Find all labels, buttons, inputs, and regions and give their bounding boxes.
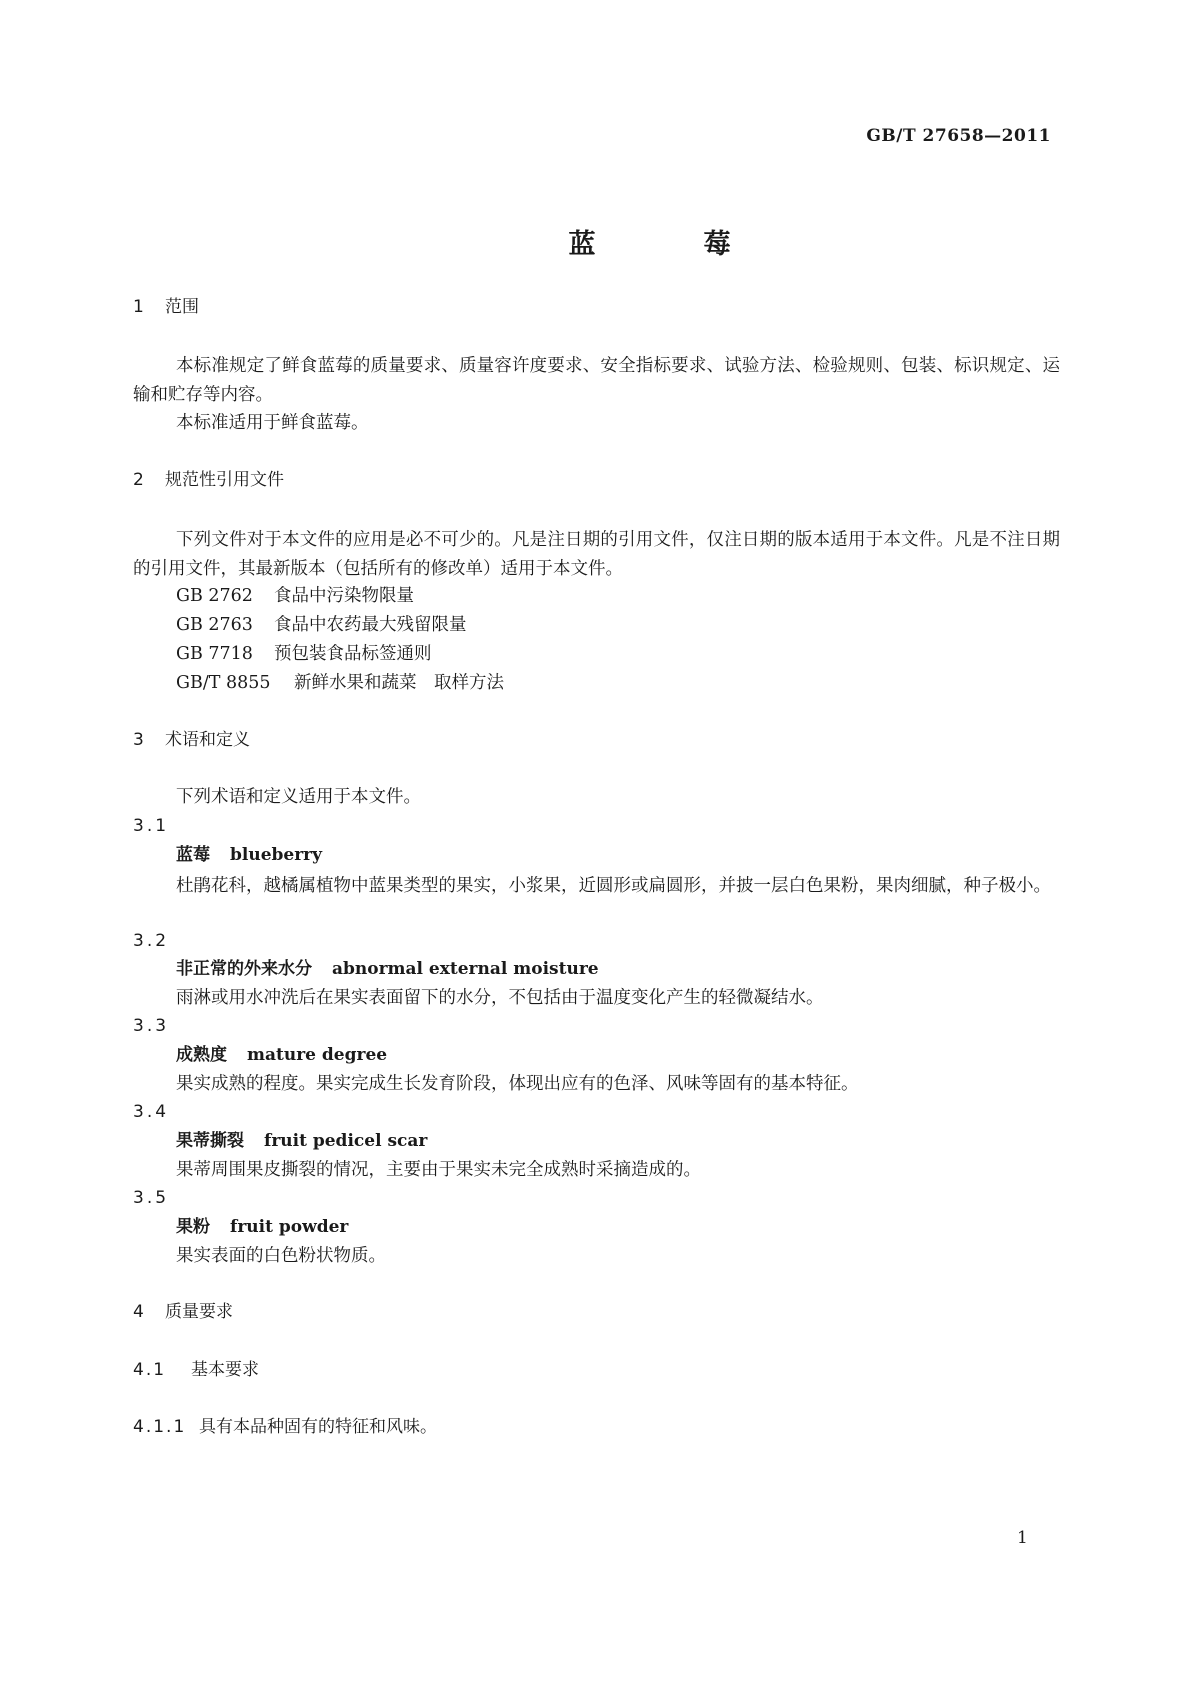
section-title: 质量要求 — [165, 1302, 233, 1322]
term-zh: 非正常的外来水分 — [176, 959, 312, 979]
reference-item — [176, 672, 1060, 694]
standard-code: GB/T 27658—2011 — [866, 126, 1051, 146]
reference-item — [176, 585, 1060, 607]
paragraph: 本标准适用于鲜食蓝莓。 — [176, 413, 369, 433]
term-number: 3.1 — [133, 816, 170, 836]
term-heading — [176, 844, 322, 866]
term-heading — [176, 1216, 348, 1238]
term-definition: 雨淋或用水冲洗后在果实表面留下的水分，不包括由于温度变化产生的轻微凝结水。 — [176, 988, 824, 1008]
term-zh: 果粉 — [176, 1217, 210, 1237]
term-zh: 蓝莓 — [176, 845, 210, 865]
section-heading-4 — [133, 1301, 233, 1323]
term-number: 3.5 — [133, 1188, 170, 1208]
page-number: 1 — [1017, 1528, 1028, 1548]
section-number: 4 — [133, 1302, 144, 1322]
term-number: 3.3 — [133, 1016, 170, 1036]
term-zh: 成熟度 — [176, 1045, 227, 1065]
subsection-heading — [133, 1359, 259, 1381]
section-number: 2 — [133, 470, 144, 490]
term-number: 3.2 — [133, 931, 170, 951]
section-heading-3 — [133, 729, 250, 751]
paragraph: 下列文件对于本文件的应用是必不可少的。凡是注日期的引用文件，仅注日期的版本适用于本文件。凡是不注日期的引用文件，其最新版本（包括所有的修改单）适用于本文件。 — [133, 530, 1060, 579]
term-heading — [176, 1130, 427, 1152]
subsection-number: 4.1 — [133, 1360, 167, 1380]
term-heading — [176, 958, 599, 980]
term-definition: 杜鹃花科，越橘属植物中蓝果类型的果实，小浆果，近圆形或扁圆形，并披一层白色果粉，果肉细腻，种子极小。 — [176, 876, 1051, 896]
reference-title: 新鲜水果和蔬菜 取样方法 — [294, 673, 504, 693]
title-char: 蓝 — [568, 229, 704, 260]
title-char: 莓 — [703, 229, 839, 260]
subsection-title: 基本要求 — [191, 1360, 259, 1380]
term-zh: 果蒂撕裂 — [176, 1131, 244, 1151]
clause-number: 4.1.1 — [133, 1417, 187, 1437]
paragraph: 下列术语和定义适用于本文件。 — [176, 787, 421, 807]
reference-title: 食品中污染物限量 — [274, 586, 414, 606]
reference-code: GB 2762 — [176, 586, 253, 606]
clause-text: 具有本品种固有的特征和风味。 — [199, 1417, 437, 1437]
reference-code: GB/T 8855 — [176, 673, 271, 693]
term-en: mature degree — [247, 1045, 388, 1065]
clause-item — [133, 1416, 437, 1438]
section-title: 范围 — [165, 297, 199, 317]
term-definition: 果蒂周围果皮撕裂的情况，主要由于果实未完全成熟时采摘造成的。 — [176, 1160, 701, 1180]
term-definition: 果实成熟的程度。果实完成生长发育阶段，体现出应有的色泽、风味等固有的基本特征。 — [176, 1074, 859, 1094]
term-definition: 果实表面的白色粉状物质。 — [176, 1246, 386, 1266]
paragraph: 本标准规定了鲜食蓝莓的质量要求、质量容许度要求、安全指标要求、试验方法、检验规则、包装、标识规定、运输和贮存等内容。 — [133, 356, 1060, 405]
term-number: 3.4 — [133, 1102, 170, 1122]
term-heading — [176, 1044, 387, 1066]
page-title — [0, 222, 1191, 261]
term-en: abnormal external moisture — [332, 959, 599, 979]
reference-title: 食品中农药最大残留限量 — [274, 615, 467, 635]
section-title: 规范性引用文件 — [165, 470, 284, 490]
term-en: fruit pedicel scar — [264, 1131, 428, 1151]
section-heading-2 — [133, 469, 284, 491]
section-title: 术语和定义 — [165, 730, 250, 750]
section-number: 3 — [133, 730, 144, 750]
section-number: 1 — [133, 297, 144, 317]
reference-title: 预包装食品标签通则 — [274, 644, 432, 664]
reference-item — [176, 614, 1060, 636]
term-en: fruit powder — [230, 1217, 349, 1237]
section-heading-1 — [133, 296, 199, 318]
reference-code: GB 7718 — [176, 644, 253, 664]
reference-code: GB 2763 — [176, 615, 253, 635]
term-en: blueberry — [230, 845, 323, 865]
reference-item — [176, 643, 1060, 665]
